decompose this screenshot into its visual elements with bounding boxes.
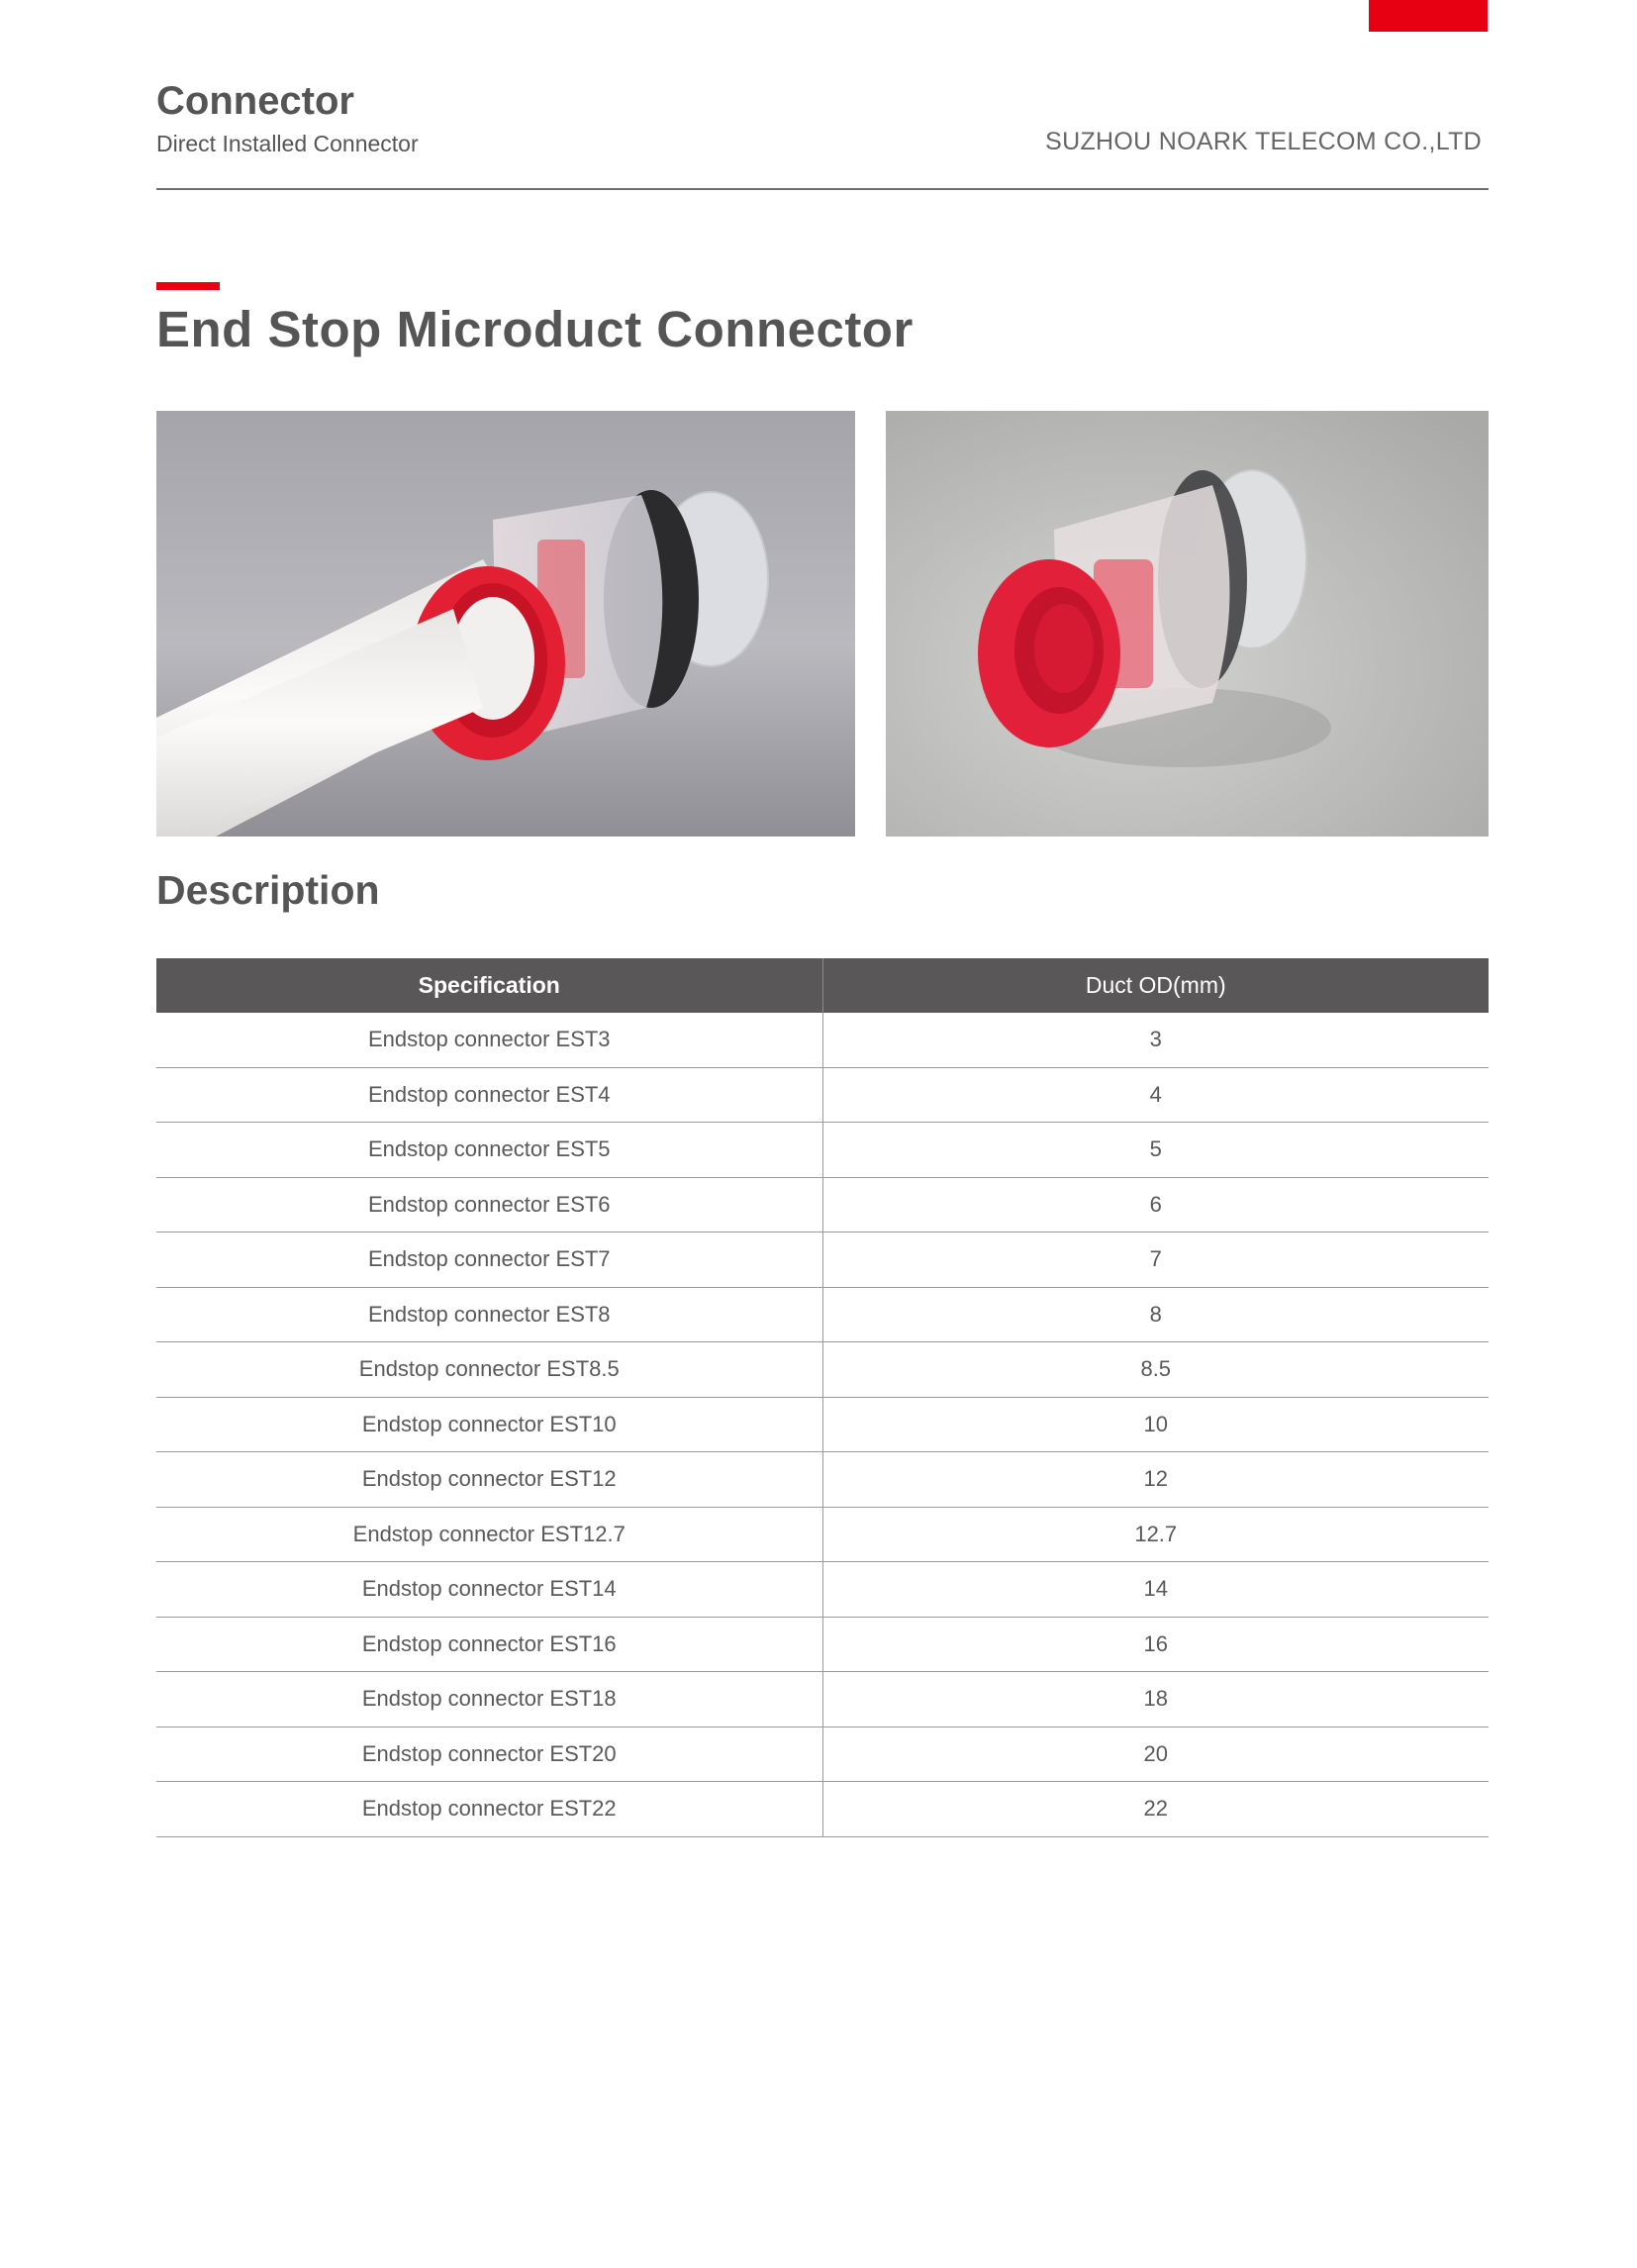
table-row xyxy=(156,1726,1489,1782)
table-row xyxy=(156,1562,1489,1618)
spec-cell: Endstop connector EST12.7 xyxy=(156,1507,822,1562)
table-row xyxy=(156,1177,1489,1233)
table-row xyxy=(156,1013,1489,1067)
od-cell: 8.5 xyxy=(822,1342,1489,1398)
od-cell: 10 xyxy=(822,1397,1489,1452)
table-row xyxy=(156,1617,1489,1672)
table-row xyxy=(156,1782,1489,1837)
table-row xyxy=(156,1123,1489,1178)
od-cell: 16 xyxy=(822,1617,1489,1672)
od-cell: 8 xyxy=(822,1287,1489,1342)
product-photo-connector xyxy=(886,411,1489,837)
od-cell: 14 xyxy=(822,1562,1489,1618)
column-header-specification: Specification xyxy=(156,958,822,1013)
header-company: SUZHOU NOARK TELECOM CO.,LTD xyxy=(1045,128,1482,155)
spec-cell: Endstop connector EST3 xyxy=(156,1013,822,1067)
od-cell: 18 xyxy=(822,1672,1489,1727)
od-cell: 20 xyxy=(822,1726,1489,1782)
spec-cell: Endstop connector EST12 xyxy=(156,1452,822,1508)
table-row xyxy=(156,1067,1489,1123)
product-title: End Stop Microduct Connector xyxy=(156,301,914,357)
spec-cell: Endstop connector EST6 xyxy=(156,1177,822,1233)
table-row xyxy=(156,1342,1489,1398)
spec-cell: Endstop connector EST8 xyxy=(156,1287,822,1342)
od-cell: 12 xyxy=(822,1452,1489,1508)
table-row xyxy=(156,1507,1489,1562)
top-red-tab xyxy=(1369,0,1488,32)
od-cell: 3 xyxy=(822,1013,1489,1067)
table-row xyxy=(156,1287,1489,1342)
spec-cell: Endstop connector EST16 xyxy=(156,1617,822,1672)
title-accent-bar xyxy=(156,282,220,290)
spec-cell: Endstop connector EST7 xyxy=(156,1233,822,1288)
od-cell: 12.7 xyxy=(822,1507,1489,1562)
spec-cell: Endstop connector EST18 xyxy=(156,1672,822,1727)
spec-cell: Endstop connector EST20 xyxy=(156,1726,822,1782)
header-divider xyxy=(156,188,1489,190)
od-cell: 5 xyxy=(822,1123,1489,1178)
header-category: Connector xyxy=(156,79,354,123)
table-row xyxy=(156,1672,1489,1727)
table-header-row xyxy=(156,958,1489,1013)
table-row xyxy=(156,1397,1489,1452)
product-photo-with-duct xyxy=(156,411,855,837)
spec-table xyxy=(156,958,1489,1837)
spec-cell: Endstop connector EST8.5 xyxy=(156,1342,822,1398)
spec-cell: Endstop connector EST14 xyxy=(156,1562,822,1618)
spec-cell: Endstop connector EST4 xyxy=(156,1067,822,1123)
od-cell: 22 xyxy=(822,1782,1489,1837)
spec-cell: Endstop connector EST10 xyxy=(156,1397,822,1452)
od-cell: 7 xyxy=(822,1233,1489,1288)
table-row xyxy=(156,1233,1489,1288)
od-cell: 6 xyxy=(822,1177,1489,1233)
column-header-duct-od: Duct OD(mm) xyxy=(822,958,1489,1013)
od-cell: 4 xyxy=(822,1067,1489,1123)
spec-cell: Endstop connector EST22 xyxy=(156,1782,822,1837)
table-row xyxy=(156,1452,1489,1508)
header-subcategory: Direct Installed Connector xyxy=(156,131,419,156)
spec-cell: Endstop connector EST5 xyxy=(156,1123,822,1178)
description-heading: Description xyxy=(156,867,380,913)
